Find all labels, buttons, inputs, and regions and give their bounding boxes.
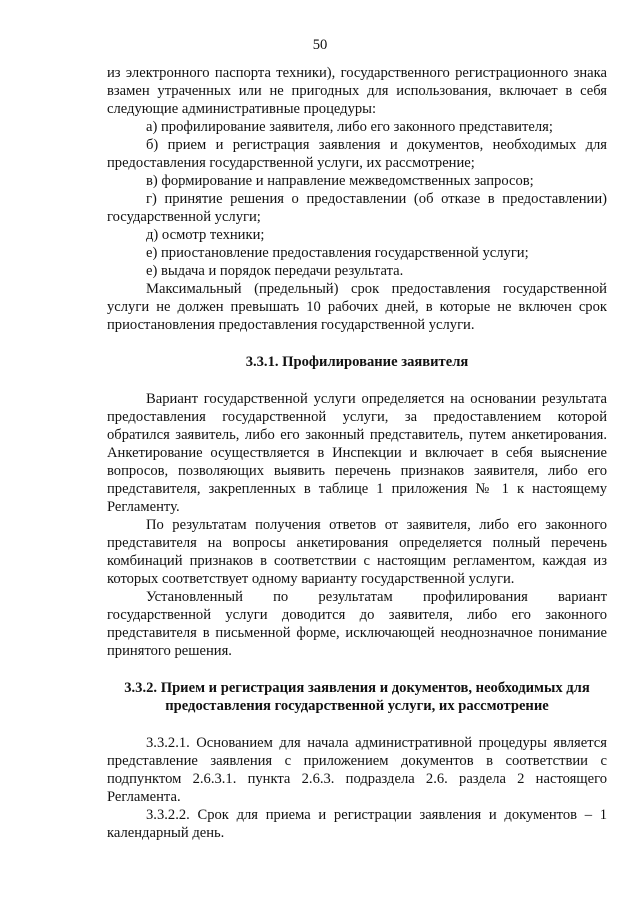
section-331-paragraph-3: Установленный по результатам профилирования вариант государственной услуги доводится до заявителя, либо его законного представителя в письменной форме, исключающей неоднозначное понимание принятого решения. [107, 589, 607, 659]
section-heading-3-3-2-line1: 3.3.2. Прием и регистрация заявления и документов, необходимых для [124, 680, 590, 696]
procedure-item-b: б) прием и регистрация заявления и документов, необходимых для предоставления государственной услуги, их рассмотрение; [107, 137, 607, 171]
body-text [107, 64, 607, 842]
procedure-item-a: а) профилирование заявителя, либо его законного представителя; [146, 119, 553, 135]
procedure-item-e2: е) выдача и порядок передачи результата. [146, 263, 404, 279]
section-heading-3-3-1: 3.3.1. Профилирование заявителя [245, 354, 469, 370]
section-332-paragraph-2: 3.3.2.2. Срок для приема и регистрации заявления и документов – 1 календарный день. [107, 807, 607, 841]
section-heading-3-3-2 [107, 679, 607, 715]
procedure-item-v: в) формирование и направление межведомственных запросов; [146, 173, 534, 189]
section-332-paragraph-1: 3.3.2.1. Основанием для начала административной процедуры является представление заявления с приложением документов в соответствии с подпунктом 2.6.3.1. пункта 2.6.3. подраздела 2.6. раздела 2 настоящего Регламента. [107, 735, 607, 805]
section-331-paragraph-1: Вариант государственной услуги определяется на основании результата предоставления государственной услуги, за предоставлением которой обратился заявитель, либо его законный представитель, путем анкетирования. Анкетирование осуществляется в Инспекции и включает в себя выяснение вопросов, позволяющих выявить перечень признаков заявителя, либо его представителя, закрепленных в таблице 1 приложения № 1 к настоящему Регламенту. [107, 391, 607, 515]
procedure-item-g: г) принятие решения о предоставлении (об отказе в предоставлении) государственной услуги; [107, 191, 607, 225]
max-term-paragraph: Максимальный (предельный) срок предоставления государственной услуги не должен превышать 10 рабочих дней, в которые не включен срок приостановления предоставления государственной услуги. [107, 281, 607, 333]
procedure-item-d: д) осмотр техники; [146, 227, 265, 243]
section-heading-3-3-2-line2: предоставления государственной услуги, их рассмотрение [165, 698, 549, 714]
section-331-paragraph-2: По результатам получения ответов от заявителя, либо его законного представителя на вопросы анкетирования определяется полный перечень комбинаций признаков в соответствии с настоящим регламентом, каждая из которых соответствует одному варианту государственной услуги. [107, 517, 607, 587]
intro-paragraph: из электронного паспорта техники), государственного регистрационного знака взамен утраченных или не пригодных для использования, включает в себя следующие административные процедуры: [107, 65, 607, 117]
page-number: 50 [312, 37, 328, 53]
procedure-item-e: е) приостановление предоставления государственной услуги; [146, 245, 529, 261]
